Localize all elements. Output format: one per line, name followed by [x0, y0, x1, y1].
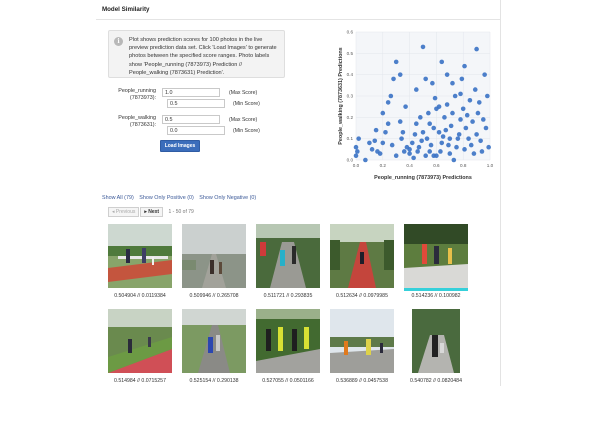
- scatter-point: [450, 81, 455, 86]
- photo-score-label: 0.514236 // 0.100982: [411, 293, 461, 299]
- scatter-point: [381, 141, 386, 146]
- scatter-point: [442, 115, 447, 120]
- scatter-point: [466, 136, 471, 141]
- scatter-point: [460, 77, 465, 82]
- scatter-point: [419, 139, 424, 144]
- x-axis-label: People_running (7873973) Predictions: [374, 175, 472, 181]
- walking-field-label: [96, 115, 156, 129]
- scatter-point: [399, 136, 404, 141]
- scatter-point: [403, 104, 408, 109]
- scatter-point: [423, 153, 428, 158]
- scatter-point: [478, 139, 483, 144]
- photo-green-road: [182, 309, 246, 373]
- scatter-point: [386, 121, 391, 126]
- scatter-point: [457, 132, 462, 137]
- scatter-point: [433, 96, 438, 101]
- y-axis-label: People_walking (7873631) Predictions: [338, 47, 344, 145]
- scatter-point: [413, 132, 418, 137]
- x-tick-label: 0.8: [460, 163, 467, 168]
- scatter-point: [414, 87, 419, 92]
- scatter-point: [474, 47, 479, 52]
- walking-max-input[interactable]: 0.5: [162, 115, 220, 124]
- walking-label-name: People_walking: [118, 115, 156, 121]
- running-field-label: [96, 88, 156, 102]
- x-tick-label: 0.6: [433, 163, 440, 168]
- scatter-point: [470, 119, 475, 124]
- model-similarity-panel: [96, 0, 501, 386]
- scatter-point: [383, 130, 388, 135]
- scatter-point: [439, 141, 444, 146]
- scatter-point: [486, 145, 491, 150]
- scatter-point: [445, 72, 450, 77]
- scatter-point: [476, 111, 481, 116]
- scatter-point: [367, 141, 372, 146]
- scatter-point: [354, 153, 359, 158]
- scatter-point: [485, 94, 490, 99]
- scatter-point: [462, 64, 467, 69]
- scatter-point: [415, 149, 420, 154]
- y-tick-label: 0.5: [346, 50, 353, 56]
- scatter-point: [453, 94, 458, 99]
- previous-button[interactable]: ◂ Previous: [108, 207, 139, 217]
- scatter-point: [402, 149, 407, 154]
- scatter-point: [445, 102, 450, 107]
- scatter-point: [411, 156, 416, 161]
- scatter-point: [450, 111, 455, 116]
- scatter-plot: [334, 24, 498, 196]
- photo-fog-road: [182, 224, 246, 288]
- scatter-point: [462, 147, 467, 152]
- scatter-point: [407, 151, 412, 156]
- walking-max-label: (Max Score): [229, 117, 258, 123]
- photo-score-label: 0.509946 // 0.265708: [189, 293, 239, 299]
- scatter-point: [464, 126, 469, 131]
- photo-track: [108, 224, 172, 288]
- scatter-point: [484, 126, 489, 131]
- scatter-point: [355, 149, 360, 154]
- scatter-point: [441, 134, 446, 139]
- scatter-point: [374, 128, 379, 133]
- y-tick-label: 0.4: [346, 72, 353, 78]
- show-positive-link[interactable]: Show Only Positive (0): [139, 195, 194, 201]
- y-tick-label: 0.0: [346, 157, 353, 163]
- scatter-point: [458, 117, 463, 122]
- scatter-point: [425, 136, 430, 141]
- scatter-point: [398, 119, 403, 124]
- photo-score-label: 0.540782 // 0.0820484: [410, 378, 462, 384]
- info-text: [129, 36, 279, 77]
- x-tick-label: 0.2: [379, 163, 386, 168]
- photo-score-label: 0.512634 // 0.0979985: [336, 293, 388, 299]
- scatter-point: [437, 104, 442, 109]
- walking-label-id: (7873631):: [129, 122, 156, 128]
- scatter-point: [473, 87, 478, 92]
- scatter-point: [448, 151, 453, 156]
- scatter-point: [427, 121, 432, 126]
- photo-score-label: 0.504904 // 0.0119384: [114, 293, 166, 299]
- scatter-point: [427, 149, 432, 154]
- next-button[interactable]: ▸ Next: [140, 207, 163, 217]
- scatter-point: [472, 151, 477, 156]
- selection-bar: [404, 288, 468, 291]
- photo-score-label: 0.511721 // 0.293835: [263, 293, 313, 299]
- scatter-point: [474, 132, 479, 137]
- scatter-point: [443, 128, 448, 133]
- y-tick-label: 0.6: [346, 29, 353, 35]
- scatter-point: [454, 145, 459, 150]
- scatter-point: [426, 111, 431, 116]
- scatter-point: [421, 130, 426, 135]
- scatter-point: [410, 141, 415, 146]
- photo-score-label: 0.527055 // 0.0501166: [262, 378, 314, 384]
- scatter-point: [414, 121, 419, 126]
- scatter-point: [438, 149, 443, 154]
- running-max-label: (Max Score): [229, 90, 258, 96]
- running-min-label: (Min Score): [233, 101, 260, 107]
- scatter-point: [372, 139, 377, 144]
- scatter-point: [456, 136, 461, 141]
- walking-min-label: (Min Score): [233, 128, 260, 134]
- photo-street: [404, 309, 468, 373]
- scatter-point: [394, 153, 399, 158]
- scatter-point: [354, 145, 359, 150]
- scatter-point: [370, 147, 375, 152]
- scatter-point: [482, 72, 487, 77]
- x-tick-label: 1.0: [486, 163, 494, 168]
- walking-min-input[interactable]: 0.0: [167, 126, 225, 135]
- scatter-point: [452, 158, 457, 163]
- pager: [108, 207, 194, 216]
- filter-links: [102, 195, 260, 201]
- scatter-point: [461, 107, 466, 112]
- photo-trees-road: [256, 224, 320, 288]
- scatter-point: [468, 98, 473, 103]
- scatter-point: [430, 81, 435, 86]
- photo-skaters: [256, 309, 320, 373]
- scatter-point: [458, 92, 463, 97]
- scatter-point: [390, 143, 395, 148]
- scatter-point: [448, 136, 453, 141]
- info-box: [108, 30, 285, 78]
- show-all-link[interactable]: Show All (79): [102, 195, 134, 201]
- scatter-point: [398, 72, 403, 77]
- info-line: Plot shows prediction scores for 100 photos in the live: [129, 37, 263, 43]
- scatter-point: [480, 149, 485, 154]
- x-tick-label: 0.4: [406, 163, 413, 168]
- running-max-input[interactable]: 1.0: [162, 88, 220, 97]
- scatter-point: [391, 77, 396, 82]
- scatter-point: [429, 143, 434, 148]
- running-min-input[interactable]: 0.5: [167, 99, 225, 108]
- running-label-name: People_running: [118, 88, 156, 94]
- photo-score-label: 0.536889 // 0.0457538: [336, 378, 388, 384]
- scatter-point: [394, 60, 399, 65]
- load-images-button[interactable]: Load Images: [160, 140, 200, 152]
- y-tick-label: 0.2: [346, 114, 353, 120]
- photo-score-label: 0.514984 // 0.0715257: [114, 378, 166, 384]
- info-line: show 'People_running (7873973) Prediction //: [129, 61, 243, 68]
- info-line: preview prediction data set. Click 'Load Images' to generate: [129, 45, 277, 52]
- scatter-point: [439, 60, 444, 65]
- photo-red-path2: [108, 309, 172, 373]
- scatter-point: [401, 130, 406, 135]
- photo-sky-road: [330, 309, 394, 373]
- scatter-point: [469, 143, 474, 148]
- y-tick-label: 0.1: [346, 136, 353, 142]
- show-negative-link[interactable]: Show Only Negative (0): [199, 195, 257, 201]
- scatter-point: [381, 111, 386, 116]
- scatter-point: [465, 113, 470, 118]
- scatter-point: [446, 143, 451, 148]
- scatter-point: [356, 136, 361, 141]
- scatter-point: [363, 158, 368, 163]
- scatter-point: [386, 100, 391, 105]
- info-line: People_walking (7873631) Prediction'.: [129, 69, 225, 76]
- scatter-point: [378, 151, 383, 156]
- scatter-point: [418, 115, 423, 120]
- scatter-point: [417, 145, 422, 150]
- title-divider: [96, 19, 500, 20]
- info-icon: i: [114, 37, 123, 46]
- scatter-point: [421, 45, 426, 50]
- scatter-point: [431, 153, 436, 158]
- scatter-point: [407, 147, 412, 152]
- scatter-point: [437, 130, 442, 135]
- info-line: photos between the specified score ranges. Photo labels: [129, 53, 270, 60]
- scatter-point: [423, 77, 428, 82]
- photo-park: [404, 224, 468, 288]
- page-range: 1 - 50 of 79: [168, 209, 194, 215]
- scatter-point: [481, 117, 486, 122]
- running-label-id: (7873973):: [129, 95, 156, 101]
- scatter-point: [477, 100, 482, 105]
- panel-title: Model Similarity: [102, 6, 150, 13]
- y-tick-label: 0.3: [346, 93, 353, 99]
- scatter-point: [449, 124, 454, 129]
- scatter-point: [389, 94, 394, 99]
- x-tick-label: 0.0: [352, 163, 360, 168]
- scatter-point: [431, 126, 436, 131]
- photo-red-path: [330, 224, 394, 288]
- photo-score-label: 0.525154 // 0.290138: [189, 378, 239, 384]
